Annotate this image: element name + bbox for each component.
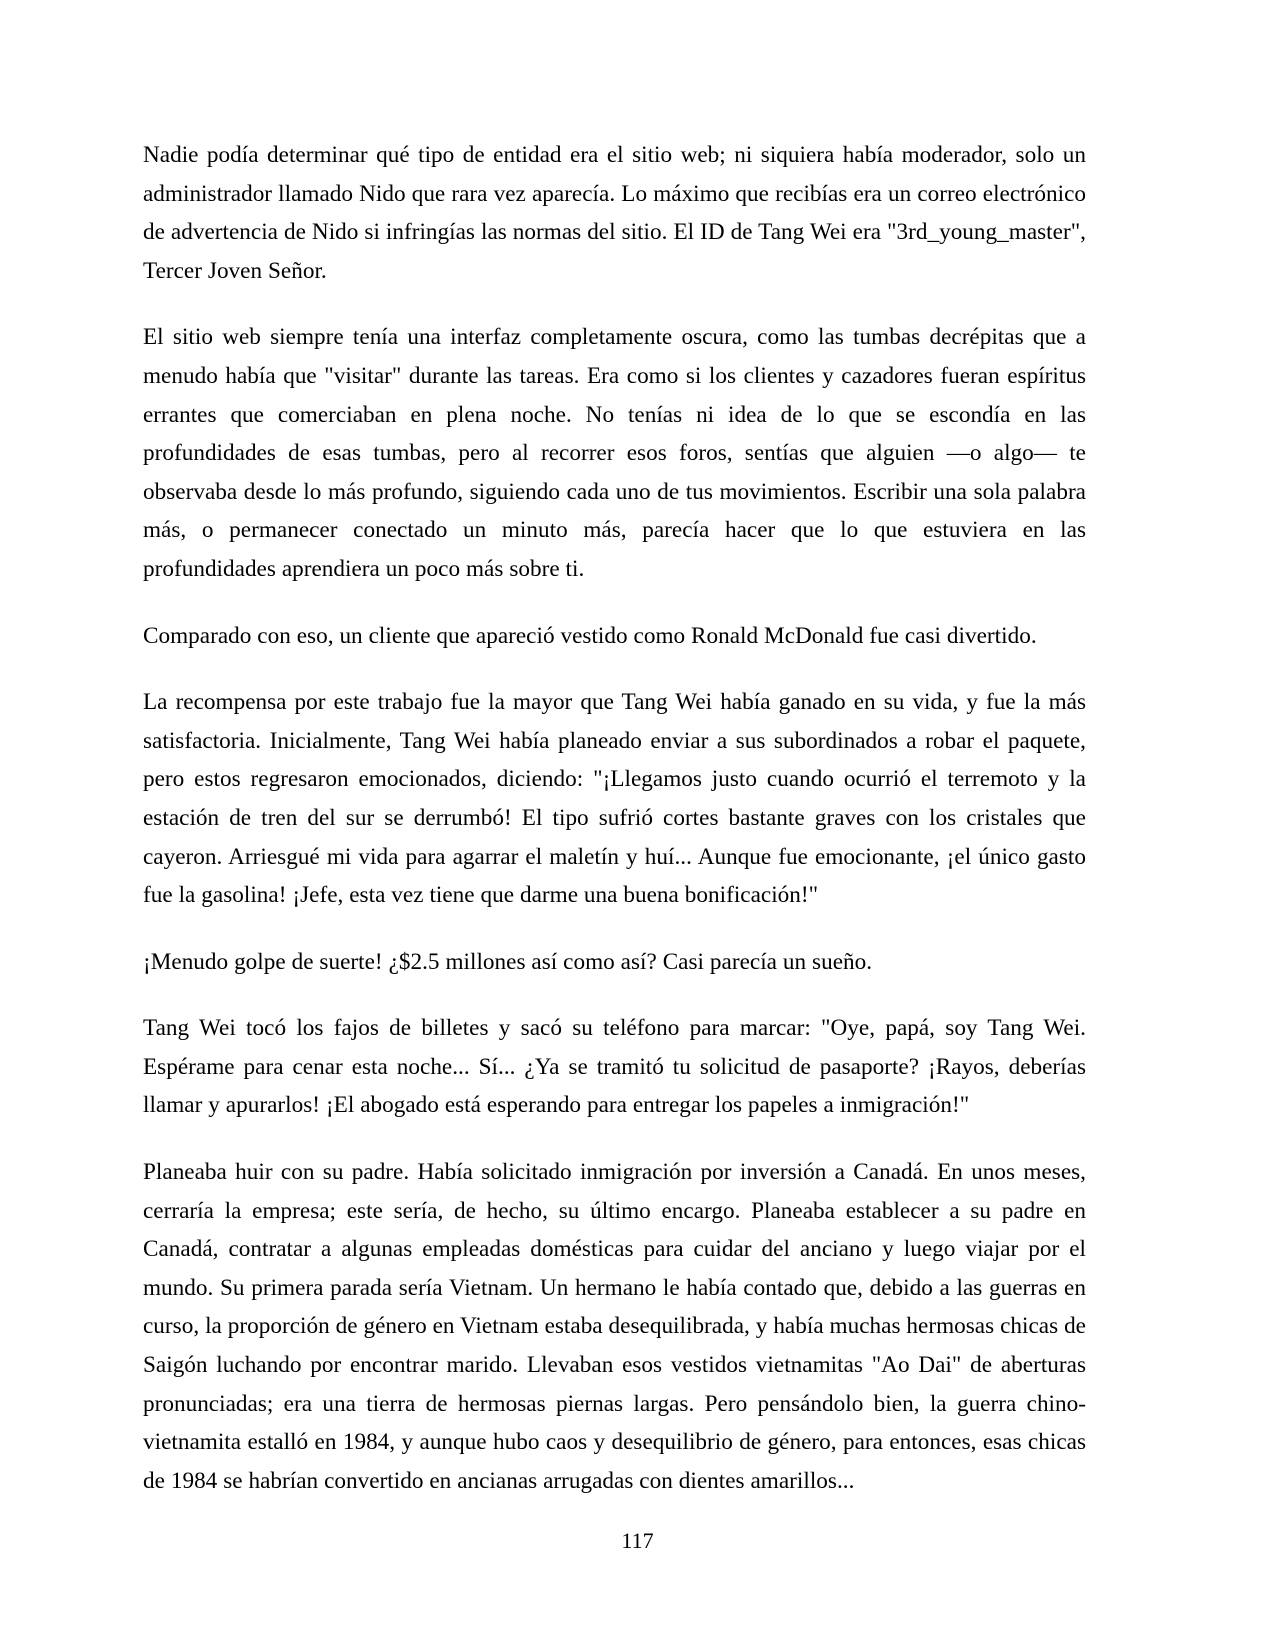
paragraph: ¡Menudo golpe de suerte! ¿$2.5 millones así como así? Casi parecía un sueño. bbox=[143, 948, 873, 975]
paragraph: El sitio web siempre tenía una interfaz completamente oscura, como las tumbas decrépitas que a menudo había que "visitar" durante las tareas. Era como si los clientes y cazadores fueran espíritus errantes que comerciaban en plena noche. No tenías ni idea de lo que se escondía en las profundidades de esas tumbas, pero al recorrer esos foros, sentías que alguien —o algo— te observaba desde lo más profundo, siguiendo cada uno de tus movimientos. Escribir una sola palabra más, o permanecer conectado un minuto más, parecía hacer que lo que estuviera en las profundidades aprendiera un poco más sobre ti. bbox=[143, 324, 1086, 582]
page-number: 117 bbox=[621, 1528, 654, 1553]
paragraph: Tang Wei tocó los fajos de billetes y sacó su teléfono para marcar: "Oye, papá, soy Tang Wei. Espérame para cenar esta noche... Sí... ¿Ya se tramitó tu solicitud de pasaporte? ¡Rayos, deberías llamar y apurarlos! ¡El abogado está esperando para entregar los papeles a inmigración!" bbox=[143, 1015, 1086, 1119]
page-body-text bbox=[143, 136, 1086, 1500]
paragraph: Planeaba huir con su padre. Había solicitado inmigración por inversión a Canadá. En unos meses, cerraría la empresa; este sería, de hecho, su último encargo. Planeaba establecer a su padre en Canadá, contratar a algunas empleadas domésticas para cuidar del anciano y luego viajar por el mundo. Su primera parada sería Vietnam. Un hermano le había contado que, debido a las guerras en curso, la proporción de género en Vietnam estaba desequilibrada, y había muchas hermosas chicas de Saigón luchando por encontrar marido. Llevaban esos vestidos vietnamitas "Ao Dai" de aberturas pronunciadas; era una tierra de hermosas piernas largas. Pero pensándolo bien, la guerra chino-vietnamita estalló en 1984, y aunque hubo caos y desequilibrio de género, para entonces, esas chicas de 1984 se habrían convertido en ancianas arrugadas con dientes amarillos... bbox=[143, 1159, 1086, 1494]
paragraph: Comparado con eso, un cliente que apareció vestido como Ronald McDonald fue casi divertido. bbox=[143, 622, 1037, 649]
paragraph: Nadie podía determinar qué tipo de entidad era el sitio web; ni siquiera había moderador, solo un administrador llamado Nido que rara vez aparecía. Lo máximo que recibías era un correo electrónico de advertencia de Nido si infringías las normas del sitio. El ID de Tang Wei era "3rd_young_master", Tercer Joven Señor. bbox=[143, 142, 1086, 284]
paragraph: La recompensa por este trabajo fue la mayor que Tang Wei había ganado en su vida, y fue la más satisfactoria. Inicialmente, Tang Wei había planeado enviar a sus subordinados a robar el paquete, pero estos regresaron emocionados, diciendo: "¡Llegamos justo cuando ocurrió el terremoto y la estación de tren del sur se derrumbó! El tipo sufrió cortes bastante graves con los cristales que cayeron. Arriesgué mi vida para agarrar el maletín y huí... Aunque fue emocionante, ¡el único gasto fue la gasolina! ¡Jefe, esta vez tiene que darme una buena bonificación!" bbox=[143, 689, 1086, 909]
